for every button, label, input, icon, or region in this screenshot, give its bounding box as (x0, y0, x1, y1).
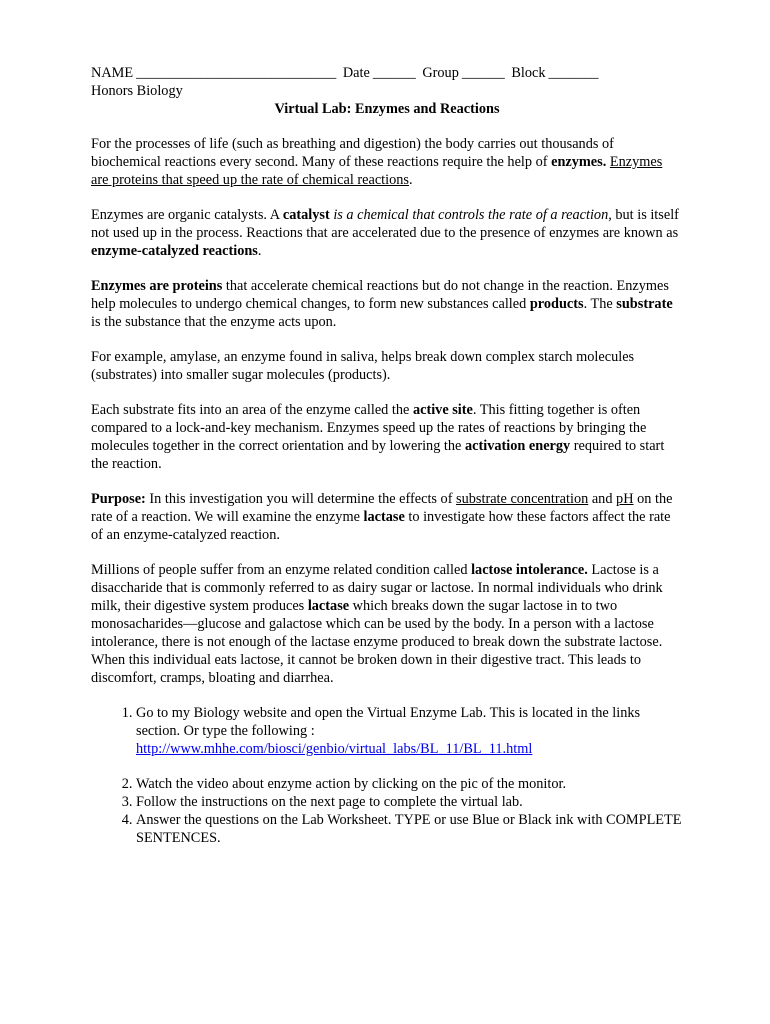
date-blank: ______ (372, 65, 416, 81)
virtual-lab-link[interactable]: http://www.mhhe.com/biosci/genbio/virtual_labs/BL_11/BL_11.html (136, 741, 533, 757)
student-info-line (91, 64, 683, 82)
worksheet-page (91, 64, 683, 847)
group-label: Group (422, 65, 459, 81)
active-site-paragraph: Each substrate fits into an area of the enzyme called the active site. This fitting together is often compared to a lock-and-key mechanism. Enzymes speed up the rates of reactions by bringing the molecules together in the correct orientation and by lowering the activation energy required to start the reaction. (91, 402, 665, 472)
instructions-list (91, 704, 683, 847)
list-item: 2. Watch the video about enzyme action by clicking on the pic of the monitor. (136, 775, 683, 793)
lactose-intolerance-paragraph: Millions of people suffer from an enzyme related condition called lactose intolerance. Lactose is a disaccharide that is commonly referred to as dairy sugar or lactose. In normal individuals who drink milk, their digestive system produces lactase which breaks down the sugar lactose in to two monosacharides—glucose and galactose which can be used by the body. In a person with a lactose intolerance, there is not enough of the lactase enzyme produced to break down the substrate lactose. When this individual eats lactose, it cannot be broken down in their digestive tract. This leads to discomfort, cramps, bloating and diarrhea. (91, 562, 663, 686)
page-title: Virtual Lab: Enzymes and Reactions (274, 101, 500, 117)
name-blank: ____________________________ (136, 65, 337, 81)
catalyst-paragraph: Enzymes are organic catalysts. A catalyst is a chemical that controls the rate of a reaction, but is itself not used up in the process. Reactions that are accelerated due to the presence of enzymes are known as enzyme-catalyzed reactions. (91, 207, 679, 259)
list-item: 4. Answer the questions on the Lab Worksheet. TYPE or use Blue or Black ink with COMPLETE SENTENCES. (136, 811, 683, 847)
name-label: NAME (91, 65, 134, 81)
list-item: 3. Follow the instructions on the next page to complete the virtual lab. (136, 793, 683, 811)
date-label: Date (342, 65, 370, 81)
list-item (136, 704, 683, 758)
proteins-paragraph: Enzymes are proteins that accelerate chemical reactions but do not change in the reaction. Enzymes help molecules to undergo chemical changes, to form new substances called products. The substrate is the substance that the enzyme acts upon. (91, 278, 673, 330)
amylase-paragraph: For example, amylase, an enzyme found in saliva, helps break down complex starch molecules (substrates) into smaller sugar molecules (products). (91, 349, 635, 383)
block-blank: _______ (548, 65, 599, 81)
step-1-text: Go to my Biology website and open the Virtual Enzyme Lab. This is located in the links section. Or type the following : (136, 705, 641, 739)
course-name: Honors Biology (91, 83, 183, 99)
purpose-paragraph: Purpose: In this investigation you will determine the effects of substrate concentration and pH on the rate of a reaction. We will examine the enzyme lactase to investigate how these factors affect the rate of an enzyme-catalyzed reaction. (91, 491, 673, 543)
intro-paragraph: For the processes of life (such as breathing and digestion) the body carries out thousands of biochemical reactions every second. Many of these reactions require the help of enzymes. Enzymes are proteins that speed up the rate of chemical reactions. (91, 136, 663, 188)
block-label: Block (511, 65, 546, 81)
group-blank: ______ (461, 65, 505, 81)
